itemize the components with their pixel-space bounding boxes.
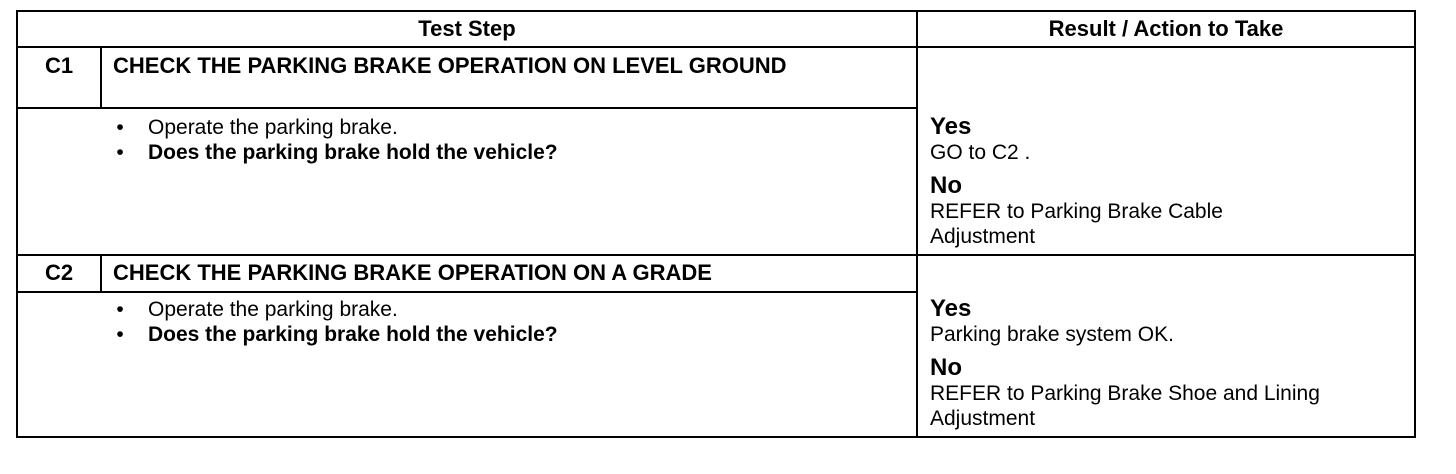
instruction-text: Operate the parking brake. — [148, 298, 398, 321]
step-c1-title: CHECK THE PARKING BRAKE OPERATION ON LEVEL GROUND — [113, 53, 787, 78]
step-c2-title: CHECK THE PARKING BRAKE OPERATION ON A GRADE — [113, 260, 712, 285]
step-c1-instructions — [110, 115, 890, 165]
header-divider — [18, 46, 1414, 48]
instruction-item — [110, 297, 890, 322]
step-c2-id-divider — [100, 256, 102, 292]
instruction-item — [110, 115, 890, 140]
instruction-item — [110, 322, 890, 347]
step-c1-id: C1 — [44, 53, 74, 78]
step-c1-results — [930, 114, 1400, 257]
step-c1-id-divider — [100, 48, 102, 107]
step-c2-id: C2 — [44, 260, 74, 285]
result-answer-no: No — [930, 172, 962, 199]
step-c2-instructions — [110, 297, 890, 347]
column-divider — [916, 12, 918, 436]
result-action-no: REFER to Parking Brake Cable Adjustment — [930, 200, 1223, 248]
instruction-question: Does the parking brake hold the vehicle? — [148, 323, 558, 346]
result-action-no: REFER to Parking Brake Shoe and Lining Adjustment — [930, 382, 1320, 430]
instruction-question: Does the parking brake hold the vehicle? — [148, 141, 558, 164]
header-result-action: Result / Action to Take — [1048, 16, 1284, 41]
result-action-yes: GO to C2 . — [930, 141, 1031, 164]
step-c1-title-divider — [18, 107, 916, 109]
bullet-icon: • — [116, 116, 124, 139]
step-c2-results — [930, 296, 1410, 439]
diagnostic-table — [16, 10, 1416, 438]
result-action-yes: Parking brake system OK. — [930, 323, 1174, 346]
bullet-icon: • — [116, 323, 124, 346]
bullet-icon: • — [116, 141, 124, 164]
instruction-text: Operate the parking brake. — [148, 116, 398, 139]
bullet-icon: • — [116, 298, 124, 321]
result-answer-yes: Yes — [930, 113, 972, 140]
result-answer-no: No — [930, 354, 962, 381]
header-test-step: Test Step — [418, 16, 516, 41]
step-c2-title-divider — [18, 291, 916, 293]
result-answer-yes: Yes — [930, 295, 972, 322]
instruction-item — [110, 140, 890, 165]
